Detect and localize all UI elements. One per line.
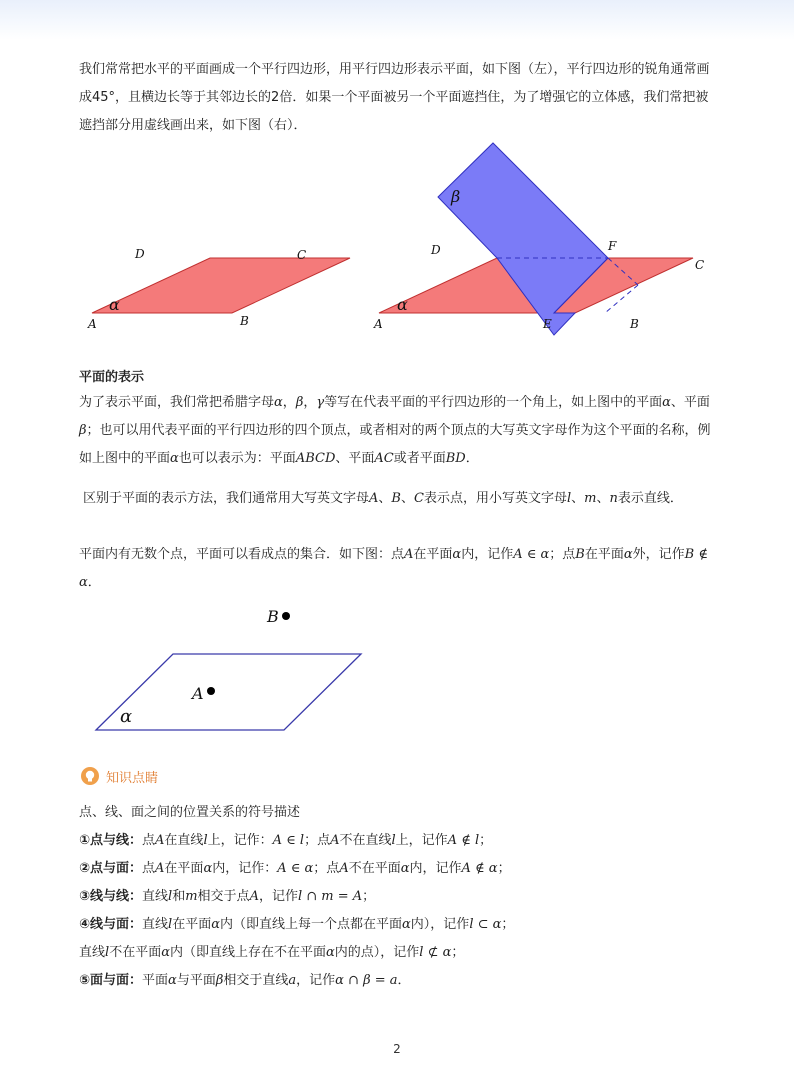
representation-paragraph: 为了表示平面，我们常把希腊字母α，β，γ等写在代表平面的平行四边形的一个角上，如上图中的平面α、平面β；也可以用代表平面的平行四边形的四个顶点，或者相对的两个顶点的大写英文字母作为这个平面的名称，例如上图中的平面α也可以表示为：平面ABCD、平面AC或者平面BD．	[79, 395, 711, 466]
figure-planes	[60, 140, 740, 350]
knowledge-item-line-not-in-plane: 直线l不在平面α内（即直线上存在不在平面α内的点），记作l ⊄ α；	[79, 945, 465, 960]
label-A-left: A	[88, 317, 97, 331]
label-B-right: B	[630, 317, 639, 331]
plane-alpha-left	[92, 258, 350, 313]
lightbulb-icon	[80, 766, 100, 786]
label-D-left: D	[135, 247, 145, 261]
label-A-right: A	[374, 317, 383, 331]
plane-alpha-outline	[96, 654, 361, 730]
point-set-paragraph: 平面内有无数个点，平面可以看成点的集合．如下图：点A在平面α内，记作A ∈ α；点B在平面α外，记作B ∉ α．	[79, 547, 708, 590]
label-F: F	[608, 239, 617, 253]
label-alpha-plane: α	[120, 706, 133, 727]
label-B-left: B	[240, 314, 249, 328]
label-alpha-left: α	[109, 295, 120, 314]
knowledge-intro: 点、线、面之间的位置关系的符号描述	[79, 805, 301, 820]
point-B-dot	[282, 612, 290, 620]
intro-paragraph: 我们常常把水平的平面画成一个平行四边形，用平行四边形表示平面，如下图（左），平行四边形的锐角通常画成45°，且横边长等于其邻边长的2倍．如果一个平面被另一个平面遮挡住，为了增强它的立体感，我们常把被遮挡部分用虚线画出来，如下图（右）．	[79, 62, 710, 133]
label-B-point: B	[267, 607, 279, 626]
figure-point-set	[90, 600, 380, 740]
label-E: E	[543, 317, 552, 331]
knowledge-item-point-line: ①点与线：点A在直线l上，记作：A ∈ l；点A不在直线l上，记作A ∉ l；	[79, 833, 493, 848]
knowledge-header	[80, 765, 158, 787]
knowledge-item-plane-plane: ⑤面与面：平面α与平面β相交于直线a，记作α ∩ β = a．	[79, 973, 411, 988]
knowledge-item-line-plane: ④线与面：直线l在平面α内（即直线上每一个点都在平面α内），记作l ⊂ α；	[79, 917, 515, 932]
label-A-point: A	[192, 684, 204, 703]
knowledge-label: 知识点睛	[106, 770, 159, 786]
knowledge-item-line-line: ③线与线：直线l和m相交于点A，记作l ∩ m = A；	[79, 889, 376, 904]
label-C-left: C	[297, 248, 307, 262]
top-gradient-band	[0, 0, 794, 40]
label-beta: β	[451, 187, 461, 206]
label-alpha-right: α	[397, 295, 408, 314]
label-D-right: D	[431, 243, 441, 257]
points-notation-paragraph: 区别于平面的表示方法，我们通常用大写英文字母A、B、C表示点，用小写英文字母l、m、n表示直线．	[83, 491, 683, 506]
point-A-dot	[207, 687, 215, 695]
knowledge-item-point-plane: ②点与面：点A在平面α内，记作：A ∈ α；点A不在平面α内，记作A ∉ α；	[79, 861, 511, 876]
label-C-right: C	[695, 258, 705, 272]
page-number: 2	[393, 1042, 401, 1056]
section-title-representation: 平面的表示	[79, 370, 145, 385]
